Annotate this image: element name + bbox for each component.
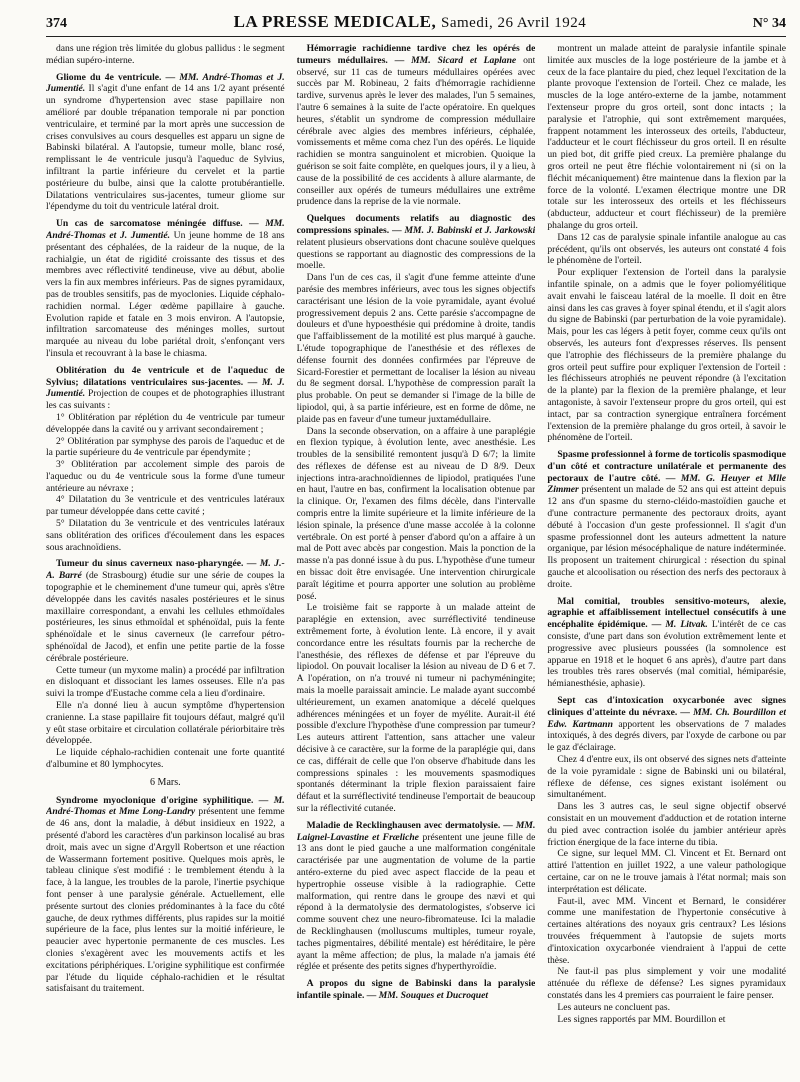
article-columns (46, 43, 786, 1078)
page-header (46, 12, 786, 37)
paragraph: Pour expliquer l'extension de l'orteil dans la paralysie infantile spinale, on a admis que le foyer poliomyélitique avait envahi le faisceau latéral de la moelle. Il doit en être ainsi dans les cas graves à foyer spinal étendu, et il s'agit alors du signe de Babinski (par perturbation de la voie pyramidale). Mais, pour les cas légers à petit foyer, comme ceux qu'ils ont observés, les auteurs font d'expresses réserves. Ils pensent que l'atrophie des fléchisseurs de la première phalange du gros orteil peut suffire pour expliquer l'extension de l'orteil : les fléchisseurs atrophiés ne peuvent répondre (à l'excitation de la plante) par la flexion de la première phalange, et leur antagoniste, à savoir l'extenseur propre du gros orteil, qui est intact, par sa contraction synergique entraînera forcément l'extension de la première phalange du gros orteil, à savoir le phénomène de l'orteil. (547, 267, 786, 444)
entry-hemorragie (297, 43, 536, 208)
entry-heading: A propos du signe de Babinski dans la paralysie infantile spinale. (296, 978, 536, 1001)
entry-authors: — MM. G. Heuyer et Mlle Zimmer (547, 472, 786, 496)
entry-syndrome-myoclonique (46, 795, 285, 996)
entry-babinski-continued (547, 43, 786, 444)
entry-heading: Gliome du 4e ventricule. (56, 71, 162, 83)
entry-heading: Maladie de Recklinghausen avec dermatolysie. (306, 819, 501, 831)
entry-heading: Syndrome myoclonique d'origine syphilitique. (56, 794, 254, 806)
entry-authors: — MM. André-Thomas et J. Jumentié. (46, 71, 285, 95)
journal-title (234, 12, 587, 32)
paragraph: Chez 4 d'entre eux, ils ont observé des signes nets d'atteinte de la voie pyramidale : signe de Babinski uni ou bilatéral, réflexe de défense, ces signes existant isolément ou simultanément. (547, 754, 786, 801)
paragraph: Dans la seconde observation, on a affaire à une paraplégie en flexion typique, à évolution lente, avec anesthésie. Les troubles de la sensibilité remontent jusqu'à D 6/7; la limite des réflexes de défense est au niveau de D 8/9. Deux injections intra-arachnoïdiennes de lipiodol, pratiquées l'une en haut, l'autre en bas, confirment la localisation obtenue par la clinique. Or, l'examen des films décèle, dans l'intervalle compris entre la limite supérieure et la limite inférieure de la lésion spinale, la présence d'une masse accolée à la colonne vertébrale. On est porté à penser d'abord qu'on a affaire à un mal de Pott avec abcès par congestion. Mais la ponction de la masse n'a pas donné issue à du pus. L'hypothèse d'une tumeur en bissac doit être envisagée. Une intervention chirurgicale paraît légitime et pourra apporter une solution au problème posé. (296, 425, 536, 602)
entry-obliteration (46, 365, 285, 554)
paragraph: Dans l'un de ces cas, il s'agit d'une femme atteinte d'une parésie des membres inférieurs, avec tous les signes objectifs caractérisant une lésion de la voie pyramidale, ayant évolué progressivement depuis 2 ans. Cette parésie s'accompagne de douleurs et d'une hypoesthésie qui prédomine à droite, tandis que l'affaiblissement de la motilité est plus marqué à gauche. L'étude topographique de l'anesthésie et des réflexes de défense fournit des données confirmées par l'épreuve de Sicard-Forestier et permettant de localiser la lésion au niveau du 8e segment dorsal. L'hypothèse de compression paraît la plus probable. On peut se demander si l'image de la bille de lipiodol, qui, à sa partie inférieure, est en forme de dôme, ne plaide pas en faveur d'une tumeur juxtamédullaire. (296, 272, 536, 425)
entry-heading: Un cas de sarcomatose méningée diffuse. (56, 218, 243, 230)
column-2 (297, 43, 536, 1078)
entry-sarcomatose (46, 218, 285, 360)
entry-authors: — M. J.-A. Barré (46, 558, 285, 582)
entry-mal-comitial (547, 596, 786, 690)
entry-babinski (297, 978, 536, 1002)
entry-authors: — M. Litvak. (651, 619, 708, 631)
entry-text: L'intérêt de ce cas consiste, d'une part dans son évolution extrêmement lente et progressive avec plusieurs poussées (la somnolence est apparue en 1918 et le hoquet 6 ans après), d'autre part dans les troubles très rares observés (mal comitial, hémiparésie, hémianesthésie, aphasie). (547, 619, 786, 690)
entry-intoxication-oxycarbonee (547, 695, 786, 1025)
entry-heading: Quelques documents relatifs au diagnostic des compressions spinales. (296, 213, 536, 236)
entry-gliome (46, 72, 285, 214)
entry-authors: — MM. Laignel-Lavastine et Fræliche (296, 819, 536, 843)
paragraph: Les signes rapportés par MM. Bourdillon et (557, 1013, 726, 1025)
entry-authors: — MM. Souques et Ducroquet (366, 989, 489, 1001)
paragraph: Dans les 3 autres cas, le seul signe objectif observé consistait en un mouvement d'adduction et de rotation interne du pied avec contraction isolée du jambier antérieur après friction énergique de la face interne du tibia. (547, 801, 786, 848)
entry-tumeur-sinus (46, 558, 285, 770)
entry-heading: Mal comitial, troubles sensitivo-moteurs, alexie, agraphie et affaiblissement intellectuel consécutifs à une encéphalite épidémique. (547, 595, 786, 631)
issue-number: N° 34 (752, 16, 786, 31)
session-date: 6 Mars. (150, 776, 181, 788)
entry-authors: — MM. André-Thomas et J. Jumentié. (46, 218, 285, 241)
entry-text: Un jeune homme de 18 ans présentant des céphalées, de la raideur de la nuque, de la rachialgie, un état de rigidité croissante des tissus et des membres avec réflectivité tendineuse, vive au début, abolie vers la fin aux membres inférieurs. Pas de signes pyramidaux, pas de troubles sensitifs, pas de myoclonies. Liquide céphalo-rachidien normal. Léger œdème papillaire à gauche. Evolution rapide et fatale en 3 mois environ. A l'autopsie, infiltration sarcomateuse des méninges molles, surtout marquée au niveau du lobe pariétal droit, s'enfonçant vers l'insula et recouvrant à la base le chiasma. (46, 229, 285, 359)
entry-text: Il s'agit d'une enfant de 14 ans 1/2 ayant présenté un syndrome d'hypertension avec stase papillaire non amélioré par double trépanation temporale ni par ponction ventriculaire, et terminé par la mort après une succession de crises convulsives au cours desquelles est apparu un signe de Babinski bilatéral. A l'autopsie, tumeur molle, blanc rosé, remplissant le 4e ventricule jusqu'à l'aqueduc de Sylvius, infiltrant la partie inférieure du cervelet et la partie postérieure du bulbe, ainsi que la calotte protubérantielle. Dilatations ventriculaires sus-jacentes, tumeur gliome sur l'épendyme du toit du ventricule latéral droit. (46, 83, 285, 213)
entry-authors: — MM. Sicard et Laplane (394, 54, 517, 66)
entry-spasme-professionnel (547, 449, 786, 591)
entry-authors: — M. J. Jumentié. (46, 376, 285, 400)
entry-heading: Oblitération du 4e ventricule et de l'aqueduc de Sylvius; dilatations ventriculaires sus-jacentes. (46, 364, 285, 388)
paragraph: montrent un malade atteint de paralysie infantile spinale limitée aux muscles de la loge postérieure de la jambe et à ceux de la face plantaire du pied, chez lequel l'excitation de la plante provoque l'extension de l'orteil. Chez ce malade, les muscles de la loge antéro-externe de la jambe, notamment l'extenseur propre du gros orteil, sont donc intacts ; la paralysie et l'atrophie, qui sont extrêmement marquées, frappent notamment les interosseux des orteils, l'abducteur, l'adducteur et le court fléchisseur du gros orteil. Il en résulte un pied bot, dit griffe pied creux. La première phalange du gros orteil ne peut être fléchie volontairement ni (si on la fléchit mécaniquement) être maintenue dans la flexion par la force de la volonté. L'examen électrique montre une DR totale sur les interosseux des orteils et les fléchisseurs (abducteur, adducteur et court fléchisseur) de la première phalange du gros orteil. (547, 43, 786, 231)
entry-text: ont observé, sur 11 cas de tumeurs médullaires opérées avec succès par M. Robineau, 2 faits d'hémorragie rachidienne tardive, survenus après le lever des malades, l'un 5 semaines, l'autre 6 semaines à la suite de l'acte opératoire. En quelques heures, s'établit un syndrome de compression médullaire cérébrale avec algies des membres inférieurs, céphalée, vomissements et même coma chez l'un des opérés. Le liquide rachidien se montra sanguinolent et microbien. Quoique la guérison se soit faite complète, en quelques jours, il y a lieu, à cause de la possibilité de ces accidents à allure alarmante, de conseiller aux opérés de tumeurs médullaires une extrême prudence dans la reprise de la vie normale. (296, 54, 536, 208)
entry-text: Projection de coupes et de photographies illustrant les cas suivants : (46, 388, 285, 412)
paragraph: Elle n'a donné lieu à aucun symptôme d'hypertension cranienne. La stase papillaire fit toujours défaut, malgré qu'il y eût stase orbitaire et circulation collatérale périorbitaire très développée. (46, 700, 285, 747)
entry-text: présentent une jeune fille de 13 ans dont le pied gauche a une malformation congénitale caractérisée par une augmentation de volume de la partie antéro-externe du pied avec aspect flaccide de la peau et hypertrophie osseuse visible à la radiographie. Cette malformation, qui rentre dans le groupe des nævi et qui répond à la dermatolysie des dermatologistes, s'observe ici comme souvent chez une neuro-fibromateuse. Ici la maladie de Recklinghausen (molluscums multiples, tumeur royale, taches pigmentaires, débilité mentale) est héréditaire, le père ayant la même affection; de plus, la malade n'a jamais été réglée et présente des petits signes d'hyperthyroïdie. (296, 831, 536, 973)
entry-authors: — MM. Ch. Bourdillon et Edw. Kartmann (547, 706, 786, 730)
entry-compressions-spinales (297, 213, 536, 815)
paragraph: Faut-il, avec MM. Vincent et Bernard, le considérer comme une manifestation de l'hypertonie consécutive à certaines altérations des noyaux gris centraux? Les lésions trouvées fréquemment à l'autopsie de sujets morts d'intoxication oxycarbonée viendraient à l'appui de cette thèse. (547, 895, 786, 966)
list-item: 1° Oblitération par réplétion du 4e ventricule par tumeur développée dans la cavité ou y arrivant secondairement ; (46, 411, 285, 435)
entry-text: présentent un malade de 52 ans qui est atteint depuis 12 ans d'un spasme du sterno-cléido-mastoïdien gauche et d'une contracture permanente des pectoraux droits, ayant débuté à l'occasion d'un geste professionnel. Il s'agit d'un spasme professionnel dont les auteurs admettent la nature organique, par lésion mésocéphalique de nature indéterminée. Ils proposent un traitement chirurgical : résection du spinal gauche et alcoolisation ou résection des nerfs des pectoraux à droite. (547, 484, 786, 590)
entry-heading: Hémorragie rachidienne tardive chez les opérés de tumeurs médullaires. (296, 43, 536, 66)
entry-text: relatent plusieurs observations dont chacune soulève quelques questions se rapportant au diagnostic des compressions de la moelle. (296, 236, 536, 272)
entry-heading: Sept cas d'intoxication oxycarbonée avec signes cliniques d'atteinte du névraxe. (547, 695, 786, 718)
entry-authors: — M. André-Thomas et Mme Long-Landry (46, 794, 285, 818)
paragraph: Le troisième fait se rapporte à un malade atteint de paraplégie en extension, avec surréflectivité tendineuse extrêmement forte, à évolution lente. Là encore, il y avait concordance entre les résultats fournis par la recherche de l'anesthésie, des réflexes de défense et par l'épreuve du lipiodol. On pouvait localiser la lésion au niveau de D 6 et 7. A l'opération, on n'a trouvé ni tumeur ni pachyméningite; mais la moelle paraissait amincie. Le malade ayant succombé ultérieurement, un examen anatomique a décelé quelques adhérences méningées et un foyer de myélite. Aurait-il été possible d'exclure l'hypothèse d'une compression par tumeur? Les auteurs attirent l'attention, sans attacher une valeur décisive à ce caractère, sur la forme de la paraplégie qui, dans ce cas, différait de celle que l'on observe d'habitude dans les compressions spinales : les mouvements spasmodiques spontanés déterminant la triple flexion paraissaient faire défaut et la surréflectivité tendineuse l'emportait de beaucoup sur la réflectivité cutanée. (296, 602, 536, 814)
entry-text: (de Strasbourg) étudie sur une série de coupes la topographie et le cheminement d'une tumeur qui, après s'être développée dans les cavités nasales postérieures et le sinus maxillaire correspondant, a envahi les cellules ethmoïdales postérieures, les sinus ethmoïdal et sphénoïdal, puis la fente sphénoïdale et le sinus caverneux (le carrefour pétro-sphénoïdal de Jacod), et enfin une petite partie de la fosse cérébrale postérieure. (46, 570, 285, 664)
column-1 (46, 43, 285, 1078)
paragraph: Cette tumeur (un myxome malin) a procédé par infiltration en disloquant et dissociant les lames osseuses. Elle n'a pas suivi la trompe d'Eustache comme cela a lieu d'ordinaire. (46, 664, 285, 700)
column-3 (547, 43, 786, 1078)
entry-text: apportent les observations de 7 malades intoxiqués, à des degrés divers, par l'oxyde de carbone ou par le gaz d'éclairage. (547, 718, 786, 754)
entry-authors: — MM. J. Babinski et J. Jarkowski (392, 224, 536, 236)
page-number: 374 (46, 16, 67, 31)
list-item: 3° Oblitération par accolement simple des parois de l'aqueduc ou du 4e ventricule sous la forme d'une tumeur antérieure au névraxe ; (46, 459, 285, 494)
list-item: 5° Dilatation du 3e ventricule et des ventricules latéraux sans oblitération des orifices d'écoulement dans les espaces sous arachnoïdiens. (46, 518, 285, 553)
paragraph: Dans 12 cas de paralysie spinale infantile analogue au cas précédent, qu'ils ont observés, les auteurs ont constaté 4 fois le phénomène de l'orteil. (547, 231, 786, 267)
paragraph: Ce signe, sur lequel MM. Cl. Vincent et Et. Bernard ont attiré l'attention en juillet 1922, a une valeur pathologique certaine, car on ne le trouve jamais à l'état normal; mais son interprétation est délicate. (547, 848, 786, 895)
entry-heading: Tumeur du sinus caverneux naso-pharyngée. (56, 558, 244, 570)
list-item: 4° Dilatation du 3e ventricule et des ventricules latéraux par tumeur développée dans cette cavité ; (46, 494, 285, 518)
journal-name: LA PRESSE MEDICALE, (233, 12, 437, 31)
issue-date: Samedi, 26 Avril 1924 (441, 15, 587, 31)
paragraph: Ne faut-il pas plus simplement y voir une modalité atténuée du réflexe de défense? Les signes pyramidaux constatés dans les 4 premiers cas pourraient le faire penser. (547, 966, 786, 1001)
entry-recklinghausen (297, 820, 536, 973)
entry-heading: Spasme professionnel à forme de torticolis spasmodique d'un côté et contracture unilatérale et permanente des pectoraux de l'autre côté. (547, 449, 786, 484)
paragraph: Les auteurs ne concluent pas. (557, 1001, 671, 1013)
intro-text: dans une région très limitée du globus pallidus : le segment médian supéro-interne. (46, 43, 285, 66)
list-item: 2° Oblitération par symphyse des parois de l'aqueduc et de la partie supérieure du 4e ventricule par épendymite ; (46, 435, 285, 459)
paragraph: Le liquide céphalo-rachidien contenait une forte quantité d'albumine et 80 lymphocytes. (46, 747, 285, 771)
entry-text: présentent une femme de 46 ans, dont la maladie, à début insidieux en 1922, a présenté d'abord les caractères d'un parkinson localisé au bras droit, mais avec un signe d'Argyll Robertson et une réaction de Wassermann fortement positive. Quelques mois après, le tableau clinique s'est modifié : le tremblement étendu à la face, à la langue, les troubles de la parole, l'inertie psychique font penser à une paralysie générale. Actuellement, elle présente surtout des clonies prédominantes à la face du côté gauche, de deux rythmes différents, plus rapides sur la moitié supérieure de la face, plus lentes sur la moitié inférieure, le peaucier avec hypertonie permanente de ces muscles. Les clonies s'exagèrent avec les mouvements actifs et les excitations périphériques. L'origine syphilitique est confirmée par l'étude du liquide céphalo-rachidien et le résultat satisfaisant du traitement. (46, 806, 285, 995)
